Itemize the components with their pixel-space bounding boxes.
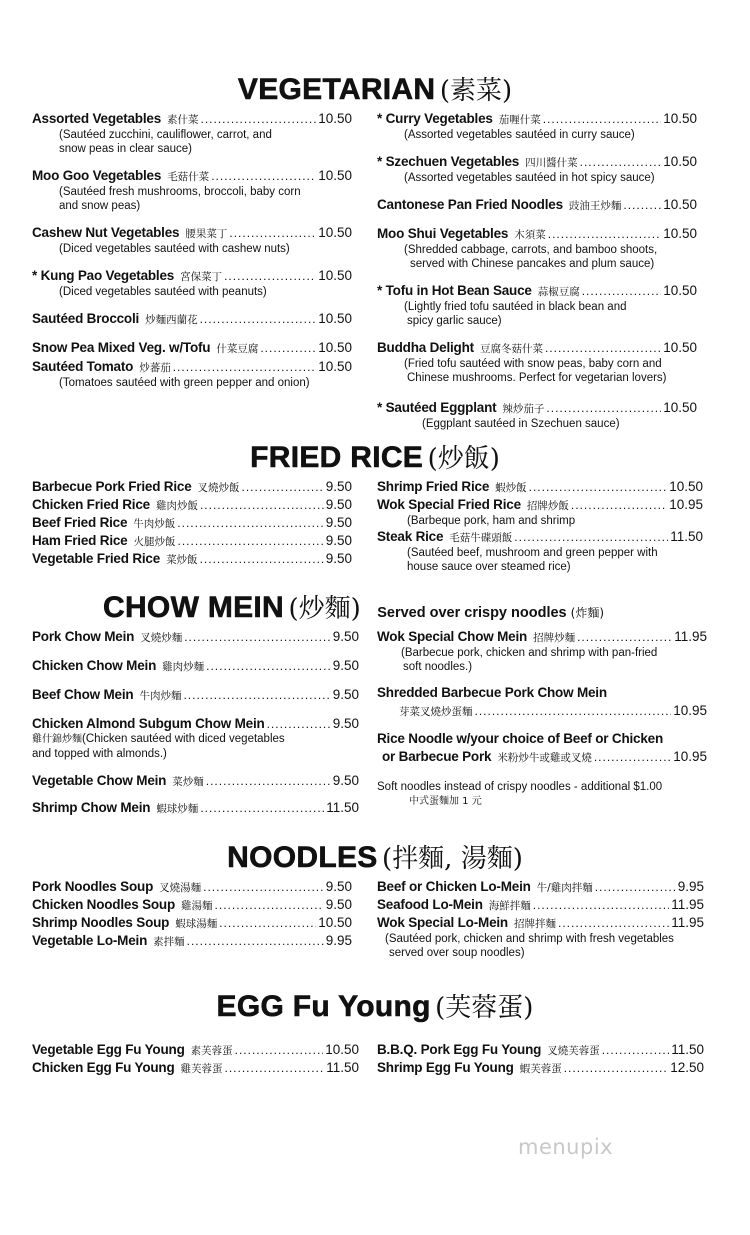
egg-fu-young-heading [0,987,750,1024]
menu-item: Chicken Egg Fu Young 雞芙蓉蛋 ..... 11.50 [32,1060,359,1077]
menu-item: Shredded Barbecue Pork Chow Mein 芽菜叉燒炒蛋麵 ..... 10.95 [377,685,707,720]
menu-item: Seafood Lo-Mein 海鮮拌麵 ..... 11.95 [377,897,704,914]
menu-item: Vegetable Fried Rice 菜炒飯 ..... 9.50 [32,551,352,568]
menu-item: Vegetable Egg Fu Young 素芙蓉蛋 ..... 10.50 [32,1042,359,1059]
menu-item: Steak Rice 毛菇牛碟頭飯 ..... 11.50 (Sautéed beef, mushroom and green pepper with house sauce over steamed rice) [377,529,703,574]
menu-item: Chicken Fried Rice 雞肉炒飯 ..... 9.50 [32,497,352,514]
noodles-title: NOODLES [227,841,378,874]
menu-item: Chicken Chow Mein 雞肉炒麵 ..... 9.50 [32,658,359,675]
menu-item: Shrimp Fried Rice 蝦炒飯 ..... 10.50 [377,479,703,496]
menu-item: Snow Pea Mixed Veg. w/Tofu 什菜豆腐 ..... 10.50 [32,340,352,357]
menu-item: Shrimp Egg Fu Young 蝦芙蓉蛋 ..... 12.50 [377,1060,704,1077]
menu-item: Assorted Vegetables 素什菜 ..... 10.50 (Sautéed zucchini, cauliflower, carrot, and snow peas in clear sauce) [32,111,352,156]
chow-mein-title: CHOW MEIN [103,591,285,624]
menu-item: * Tofu in Hot Bean Sauce 蒜椒豆腐 ..... 10.50 (Lightly fried tofu sautéed in black bean and spicy garlic sauce) [377,283,697,328]
menu-item: Moo Shui Vegetables 木須菜 ..... 10.50 (Shredded cabbage, carrots, and bamboo shoots, served with Chinese pancakes and plum sauce) [377,226,697,271]
egg-fu-young-title: EGG Fu Young [216,990,431,1023]
menu-item: B.B.Q. Pork Egg Fu Young 叉燒芙蓉蛋 ..... 11.50 [377,1042,704,1059]
soft-noodle-note: Soft noodles instead of crispy noodles - additional $1.00 中式蛋麵加 1 元 [377,781,663,807]
chow-mein-title-zh: (炒麵) [288,594,361,624]
menu-item: Beef Chow Mein 牛肉炒麵 ..... 9.50 [32,687,359,704]
menu-item: Vegetable Lo-Mein 素拌麵 ..... 9.95 [32,933,352,950]
menu-item: Beef or Chicken Lo-Mein 牛/雞肉拌麵 ..... 9.95 [377,879,704,896]
menu-item: Shrimp Noodles Soup 蝦球湯麵 ..... 10.50 [32,915,352,932]
chow-mein-note-zh: (炸麵) [570,606,605,620]
menu-item: * Kung Pao Vegetables 宮保菜丁 ..... 10.50 (Diced vegetables sautéed with peanuts) [32,268,352,299]
vegetarian-title-zh: (素菜) [439,76,513,106]
menu-item: Vegetable Chow Mein 菜炒麵 ..... 9.50 [32,773,359,790]
egg-fu-young-title-zh: (芙蓉蛋) [435,993,534,1023]
menu-item: Wok Special Lo-Mein 招牌拌麵 ..... 11.95 (Sautéed pork, chicken and shrimp with fresh vegetables served over soup noodles) [377,915,704,960]
menu-item: Shrimp Chow Mein 蝦球炒麵 ..... 11.50 [32,800,359,817]
menu-item: Barbecue Pork Fried Rice 叉燒炒飯 ..... 9.50 [32,479,352,496]
menu-item: * Curry Vegetables 茄喱什菜 ..... 10.50 (Assorted vegetables sautéed in curry sauce) [377,111,697,142]
fried-rice-title-zh: (炒飯) [427,444,500,474]
vegetarian-title: VEGETARIAN [237,73,436,106]
menu-item: Rice Noodle w/your choice of Beef or Chicken or Barbecue Pork 米粉炒牛或雞或叉燒 ..... 10.95 [377,731,707,766]
menu-item: Chicken Almond Subgum Chow Mein ..... 9.50 雞什錦炒麵(Chicken sautéed with diced vegetables and topped with almonds.) [32,716,359,761]
menu-item: Buddha Delight 豆腐冬菇什菜 ..... 10.50 (Fried tofu sautéed with snow peas, baby corn and Chinese mushrooms. Perfect for vegetarian lovers) [377,340,697,385]
chow-mein-note: Served over crispy noodles [377,605,567,621]
menu-item: Wok Special Chow Mein 招牌炒麵 ..... 11.95 (Barbecue pork, chicken and shrimp with pan-fried soft noodles.) [377,629,707,674]
noodles-title-zh: (拌麵, 湯麵) [382,844,523,874]
fried-rice-heading [0,438,750,475]
vegetarian-heading [0,70,750,107]
menu-item: Pork Chow Mein 叉燒炒麵 ..... 9.50 [32,629,359,646]
menu-item: Sautéed Broccoli 炒麵西蘭花 ..... 10.50 [32,311,352,328]
menu-item: Chicken Noodles Soup 雞湯麵 ..... 9.50 [32,897,352,914]
menu-item: Beef Fried Rice 牛肉炒飯 ..... 9.50 [32,515,352,532]
menu-item: * Sautéed Eggplant 辣炒茄子 ..... 10.50 (Eggplant sautéed in Szechuen sauce) [377,400,697,431]
menu-item: Cashew Nut Vegetables 腰果菜丁 ..... 10.50 (Diced vegetables sautéed with cashew nuts) [32,225,352,256]
menu-item: Sautéed Tomato 炒蕃茄 ..... 10.50 (Tomatoes sautéed with green pepper and onion) [32,359,352,390]
menu-item: * Szechuen Vegetables 四川醬什菜 ..... 10.50 (Assorted vegetables sautéed in hot spicy sauce) [377,154,697,185]
menu-item: Pork Noodles Soup 叉燒湯麵 ..... 9.50 [32,879,352,896]
menu-item: Ham Fried Rice 火腿炒飯 ..... 9.50 [32,533,352,550]
menu-item: Cantonese Pan Fried Noodles 豉油王炒麵 ..... 10.50 [377,197,697,214]
menu-item: Wok Special Fried Rice 招牌炒飯 ..... 10.95 (Barbeque pork, ham and shrimp [377,497,703,528]
menupix-watermark: menupix [518,1135,614,1159]
chow-mein-heading [103,588,604,625]
noodles-heading [0,838,750,875]
menu-item: Moo Goo Vegetables 毛菇什菜 ..... 10.50 (Sautéed fresh mushrooms, broccoli, baby corn and snow peas) [32,168,352,213]
fried-rice-title: FRIED RICE [250,441,424,474]
